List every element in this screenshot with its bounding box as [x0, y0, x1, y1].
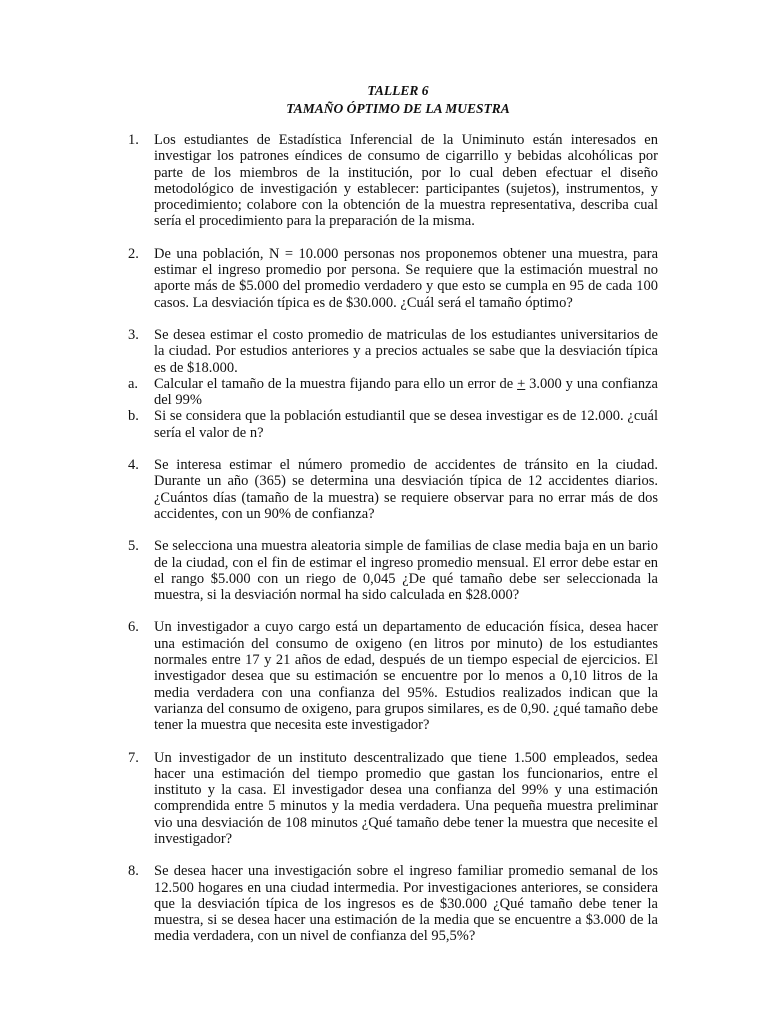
problem-text: Se desea hacer una investigación sobre el ingreso familiar promedio semanal de los 12.500 hogares en una ciudad intermedia. Por investigaciones anteriores, se considera que la desviación típica de los ingresos es de $30.000 ¿Qué tamaño debe tener la muestra, si se desea hacer una estimación de la media que se encuentre a $3.000 de la media verdadera, con un nivel de confianza del 95,5%? — [154, 863, 658, 945]
problem-5 — [128, 538, 658, 603]
problem-text: Un investigador de un instituto descentralizado que tiene 1.500 empleados, sedea hacer una estimación del tiempo promedio que gastan los funcionarios, entre el instituto y la casa. El investigador desea una confianza del 99% y una estimación comprendida entre 5 minutos y la media verdadera. Una pequeña muestra preliminar vio una desviación de 108 minutos ¿Qué tamaño debe tener la muestra que necesite el investigador? — [154, 749, 658, 847]
problem-1 — [128, 132, 658, 230]
subitem-a — [128, 376, 658, 409]
problem-number: 6. — [128, 619, 139, 636]
subitem-b — [128, 408, 658, 441]
problem-text: Los estudiantes de Estadística Inferencial de la Uniminuto están interesados en investigar los patrones eíndices de consumo de cigarrillo y bebidas alcohólicas por parte de los miembros de la institución, por lo cual deben efectuar el diseño metodológico de investigación y establecer: participantes (sujetos), instrumentos, y procedimiento; colabore con la obtención de la muestra representativa, describa cual sería el procedimiento para la preparación de la misma. — [154, 132, 658, 230]
subitem-text — [154, 376, 658, 409]
problem-7 — [128, 750, 658, 848]
document-title: TALLER 6 — [367, 83, 429, 98]
problem-number: 7. — [128, 749, 139, 766]
problem-number: 8. — [128, 863, 139, 880]
subitem-letter: b. — [128, 408, 139, 425]
subitem-letter: a. — [128, 375, 139, 392]
subitem-text-after: 3.000 y una confianza del 99% — [154, 375, 658, 409]
problem-number: 1. — [128, 132, 139, 148]
problem-text: De una población, N = 10.000 personas nos proponemos obtener una muestra, para estimar el ingreso promedio por persona. Se requiere que la estimación muestral no aporte más de $5.000 del promedio verdadero y que esto se cumpla en 95 de cada 100 casos. La desviación típica es de $30.000. ¿Cuál será el tamaño óptimo? — [154, 245, 658, 311]
document-subtitle: TAMAÑO ÓPTIMO DE LA MUESTRA — [286, 101, 510, 116]
problem-number: 3. — [128, 326, 139, 343]
subitem-text-before: Calcular el tamaño de la muestra fijando para ello un error de — [154, 375, 518, 392]
problem-number: 2. — [128, 245, 139, 262]
problem-number: 4. — [128, 457, 139, 474]
problem-2 — [128, 246, 658, 311]
plus-minus-symbol: + — [517, 375, 526, 392]
problem-text: Se selecciona una muestra aleatoria simple de familias de clase media baja en un bario de la ciudad, con el fin de estimar el ingreso promedio mensual. El error debe estar en el rango $5.000 con un riego de 0,045 ¿De qué tamaño debe ser seleccionada la muestra, si la desviación normal ha sido calculada en $28.000? — [154, 538, 658, 604]
problem-list — [128, 132, 658, 945]
problem-text: Un investigador a cuyo cargo está un departamento de educación física, desea hacer una estimación del consumo de oxigeno (en litros por minuto) de los estudiantes normales entre 17 y 21 años de edad, después de un tiempo especial de ejercicios. El investigador desea que su estimación se encuentre por lo menos a 0,10 litros de la media verdadera con una confianza del 95%. Estudios realizados indican que la varianza del consumo de oxigeno, para grupos similares, es de 0,90. ¿qué tamaño debe tener la muestra que necesita este investigador? — [154, 619, 658, 734]
problem-4 — [128, 457, 658, 522]
problem-8 — [128, 863, 658, 944]
problem-3 — [128, 327, 658, 441]
subitem-text: Si se considera que la población estudiantil que se desea investigar es de 12.000. ¿cuál sería el valor de n? — [154, 408, 658, 441]
problem-number: 5. — [128, 538, 139, 555]
problem-text: Se interesa estimar el número promedio de accidentes de tránsito en la ciudad. Durante un año (365) se determina una desviación típica de 12 accidentes diarios. ¿Cuántos días (tamaño de la muestra) se requiere observar para no errar más de dos accidentes, con un 90% de confianza? — [154, 457, 658, 522]
problem-6 — [128, 619, 658, 733]
problem-text: Se desea estimar el costo promedio de matriculas de los estudiantes universitarios de la ciudad. Por estudios anteriores y a precios actuales se sabe que la desviación típica es de $18.000. — [154, 326, 658, 376]
